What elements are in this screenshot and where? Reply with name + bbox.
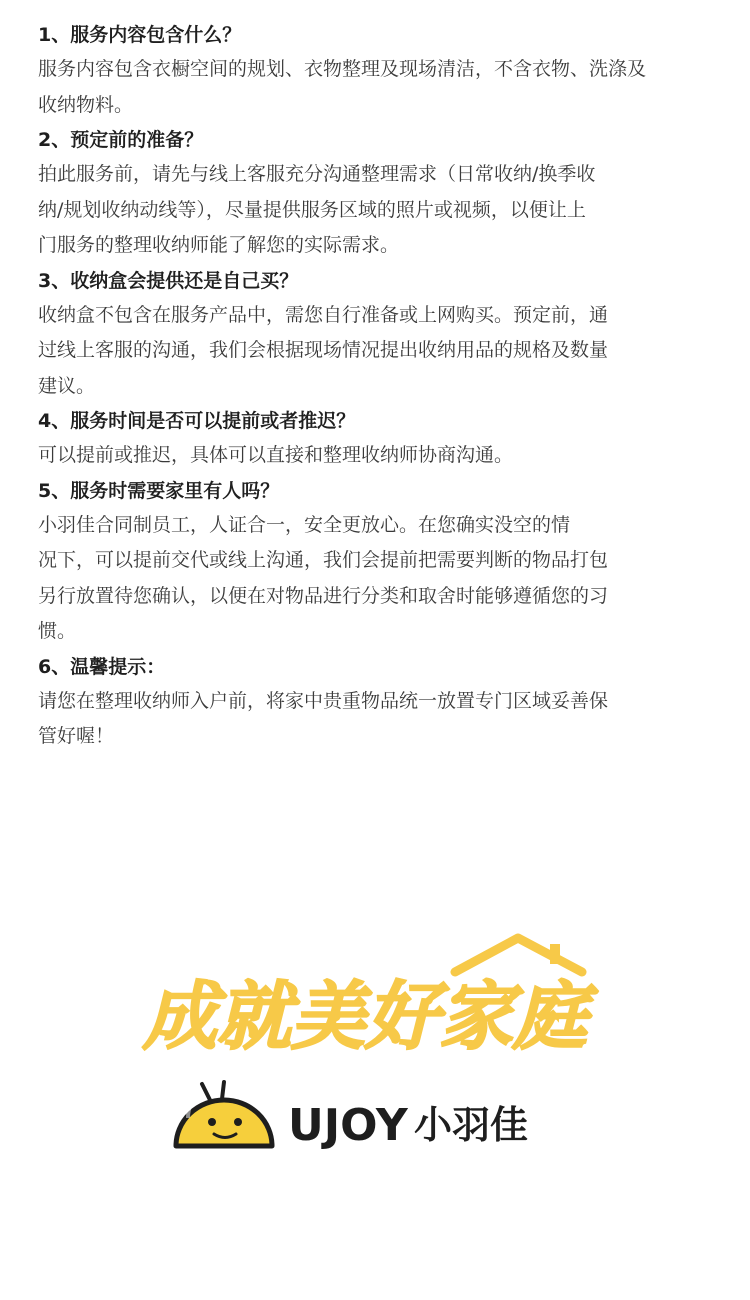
house-chimney-icon [550, 944, 560, 964]
brand-logo [168, 1078, 568, 1158]
faq-answer-line: 请您在整理收纳师入户前，将家中贵重物品统一放置专门区域妥善保 [38, 689, 609, 712]
faq-answer-line: 门服务的整理收纳师能了解您的实际需求。 [38, 234, 400, 256]
faq-answer [38, 52, 718, 123]
brand-cn-text: 小羽佳 [414, 1103, 529, 1147]
faq-answer-line: 况下，可以提前交代或线上沟通，我们会提前把需要判断的物品打包 [38, 549, 609, 571]
faq-answer-line: 收纳物料。 [38, 93, 134, 116]
faq-answer-line: 过线上客服的沟通，我们会根据现场情况提出收纳用品的规格及数量 [38, 339, 609, 361]
faq-answer [38, 684, 718, 755]
faq-answer-line: 惯。 [38, 620, 77, 642]
faq-answer [38, 438, 718, 474]
faq-question: 1、服务内容包含什么？ [38, 24, 242, 46]
faq-question: 2、预定前的准备？ [38, 129, 204, 151]
faq-answer [38, 157, 718, 264]
faq-answer [38, 298, 718, 405]
faq-question: 4、服务时间是否可以提前或者推迟？ [38, 410, 356, 432]
faq-answer-line: 可以提前或推迟，具体可以直接和整理收纳师协商沟通。 [38, 444, 514, 466]
faq-question: 3、收纳盒会提供还是自己买？ [38, 269, 299, 292]
faq-answer-line: 拍此服务前，请先与线上客服充分沟通整理需求（日常收纳/换季收 [38, 163, 596, 185]
mascot-face-icon [176, 1082, 272, 1146]
faq-answer-line: 纳/规划收纳动线等），尽量提供服务区域的照片或视频，以便让上 [38, 198, 586, 221]
faq-answer [38, 508, 718, 650]
faq-answer-line: 建议。 [38, 374, 96, 397]
faq-answer-line: 小羽佳合同制员工，人证合一，安全更放心。在您确实没空的情 [38, 513, 571, 536]
faq-answer-line: 另行放置待您确认，以便在对物品进行分类和取舍时能够遵循您的习 [38, 584, 609, 607]
brand-latin-text: UJOY [288, 1100, 408, 1151]
faq-answer-line: 收纳盒不包含在服务产品中，需您自行准备或上网购买。预定前，通 [38, 303, 609, 326]
faq-question: 5、服务时需要家里有人吗？ [38, 479, 280, 502]
faq-answer-line: 管好喔！ [38, 725, 115, 747]
slogan-banner [120, 930, 610, 1060]
faq-question: 6、温馨提示： [38, 655, 166, 678]
slogan-text: 成就美好家庭 [143, 974, 587, 1060]
house-roof-icon [455, 938, 582, 972]
faq-answer-line: 服务内容包含衣橱空间的规划、衣物整理及现场清洁，不含衣物、洗涤及 [38, 58, 647, 80]
faq-list [38, 18, 718, 755]
